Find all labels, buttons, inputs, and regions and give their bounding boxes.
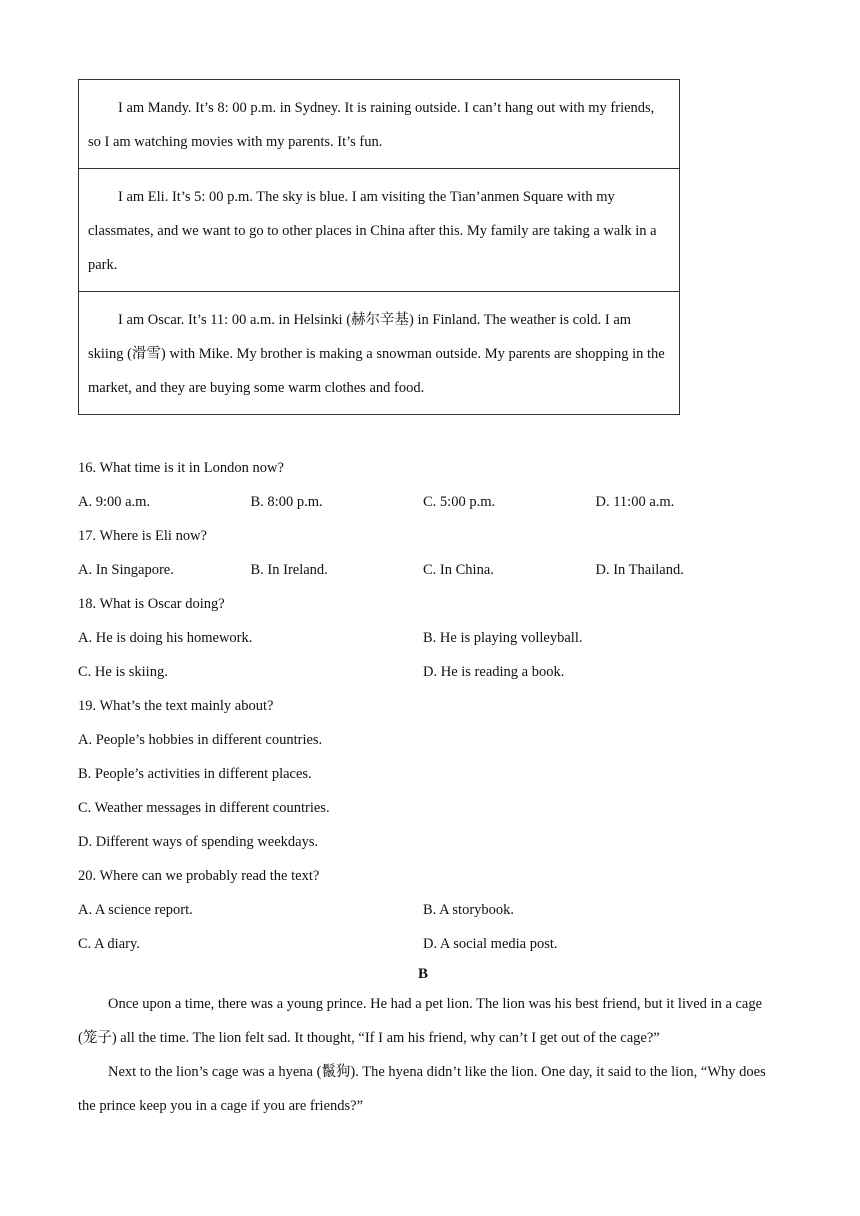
option-d: D. He is reading a book.	[423, 664, 565, 680]
option-b: B. He is playing volleyball.	[423, 630, 583, 646]
option-b: B. A storybook.	[423, 902, 515, 918]
question-17-options	[78, 553, 768, 587]
option-b: B. 8:00 p.m.	[250, 494, 323, 510]
question-18-options-row1	[78, 621, 768, 655]
question-20-options-row2	[78, 927, 768, 961]
option-d: D. 11:00 a.m.	[595, 494, 675, 510]
option-a: A. A science report.	[78, 902, 193, 918]
option-d: D. In Thailand.	[595, 562, 684, 578]
passage-oscar: I am Oscar. It’s 11: 00 a.m. in Helsinki (赫尔辛基) in Finland. The weather is cold. I am skiing (滑雪) with Mike. My brother is making a snowman outside. My parents are shopping in the market, and they are buying some warm clothes and food.	[88, 312, 665, 396]
option-c: C. 5:00 p.m.	[423, 494, 496, 510]
question-20-options-row1	[78, 893, 768, 927]
question-list	[78, 451, 768, 961]
section-b-paragraph-2: Next to the lion’s cage was a hyena (鬣狗). The hyena didn’t like the lion. One day, it said to the lion, “Why does the prince keep you in a cage if you are friends?”	[78, 1064, 766, 1114]
option-c: C. Weather messages in different countries.	[78, 800, 330, 816]
question-20-stem: 20. Where can we probably read the text?	[78, 868, 320, 884]
section-b-paragraph-1: Once upon a time, there was a young prince. He had a pet lion. The lion was his best friend, but it lived in a cage (笼子) all the time. The lion felt sad. It thought, “If I am his friend, why can’t I get out of the cage?”	[78, 996, 763, 1046]
exam-page	[78, 79, 768, 1123]
passage-mandy: I am Mandy. It’s 8: 00 p.m. in Sydney. It is raining outside. I can’t hang out with my friends, so I am watching movies with my parents. It’s fun.	[79, 80, 679, 169]
option-c: C. A diary.	[78, 936, 140, 952]
option-a: A. He is doing his homework.	[78, 630, 253, 646]
option-a: A. 9:00 a.m.	[78, 494, 151, 510]
question-18-stem: 18. What is Oscar doing?	[78, 596, 225, 612]
passage-table	[78, 79, 680, 415]
option-c: C. In China.	[423, 562, 494, 578]
option-b: B. People’s activities in different places.	[78, 766, 312, 782]
option-d: D. Different ways of spending weekdays.	[78, 834, 319, 850]
question-16-options	[78, 485, 768, 519]
option-a: A. In Singapore.	[78, 562, 174, 578]
question-16-stem: 16. What time is it in London now?	[78, 460, 284, 476]
question-19-stem: 19. What’s the text mainly about?	[78, 698, 274, 714]
passage-eli: I am Eli. It’s 5: 00 p.m. The sky is blue. I am visiting the Tian’anmen Square with my classmates, and we want to go to other places in China after this. My family are taking a walk in a park.	[79, 169, 679, 292]
option-d: D. A social media post.	[423, 936, 558, 952]
question-18-options-row2	[78, 655, 768, 689]
option-a: A. People’s hobbies in different countries.	[78, 732, 323, 748]
section-b-title: B	[417, 966, 428, 982]
option-b: B. In Ireland.	[250, 562, 328, 578]
option-c: C. He is skiing.	[78, 664, 168, 680]
question-17-stem: 17. Where is Eli now?	[78, 528, 207, 544]
